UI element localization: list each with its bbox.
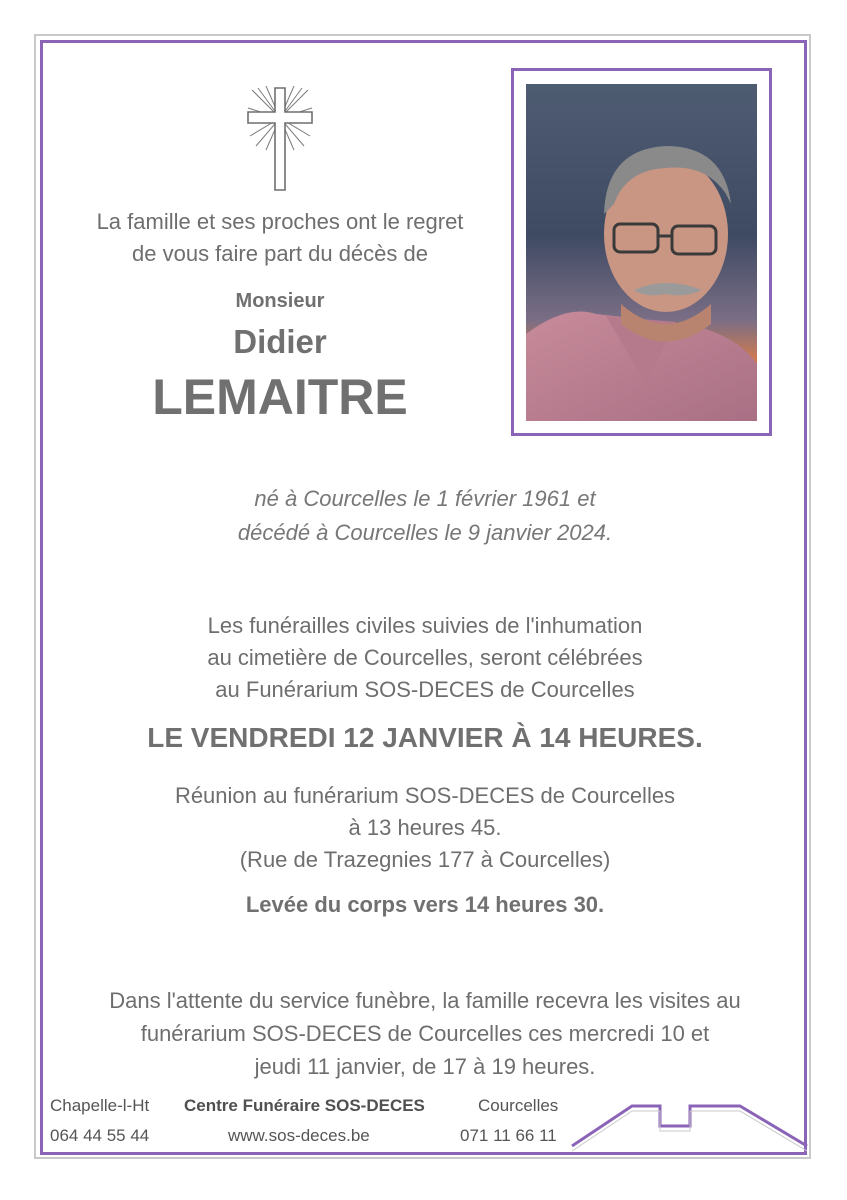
footer-right-phone: 071 11 66 11 xyxy=(460,1126,557,1145)
visits-info xyxy=(50,984,800,1083)
reunion-line-2: à 13 heures 45. xyxy=(348,815,502,840)
funeral-line-2: au cimetière de Courcelles, seront célébrées xyxy=(207,645,643,670)
last-name: LEMAITRE xyxy=(152,369,408,425)
footer-right-city: Courcelles xyxy=(478,1096,559,1115)
footer-company-name: Centre Funéraire SOS-DECES xyxy=(184,1096,425,1115)
portrait-frame xyxy=(511,68,772,436)
footer-left-phone: 064 44 55 44 xyxy=(50,1126,150,1145)
reunion-line-3: (Rue de Trazegnies 177 à Courcelles) xyxy=(239,847,611,872)
first-name: Didier xyxy=(233,323,327,360)
ceremony-date: LE VENDREDI 12 JANVIER À 14 HEURES. xyxy=(147,722,703,753)
funeral-line-1: Les funérailles civiles suivies de l'inhumation xyxy=(207,613,643,638)
visits-line-1: Dans l'attente du service funèbre, la famille recevra les visites au xyxy=(109,988,741,1013)
death-line: décédé à Courcelles le 9 janvier 2024. xyxy=(237,520,613,545)
footer-website[interactable]: www.sos-deces.be xyxy=(228,1126,370,1145)
intro-text xyxy=(60,206,500,270)
visits-line-2: funérarium SOS-DECES de Courcelles ces mercredi 10 et xyxy=(140,1021,710,1046)
intro-line-2: de vous faire part du décès de xyxy=(132,241,428,266)
birth-line: né à Courcelles le 1 février 1961 et xyxy=(254,486,596,511)
honorific: Monsieur xyxy=(235,290,325,312)
reunion-info xyxy=(60,780,790,876)
intro-line-1: La famille et ses proches ont le regret xyxy=(96,209,464,234)
funeral-line-3: au Funérarium SOS-DECES de Courcelles xyxy=(215,677,635,702)
funeral-info xyxy=(60,610,790,706)
footer-left-city: Chapelle-l-Ht xyxy=(50,1096,150,1115)
visits-line-3: jeudi 11 janvier, de 17 à 19 heures. xyxy=(254,1054,596,1079)
reunion-line-1: Réunion au funérarium SOS-DECES de Courcelles xyxy=(174,783,676,808)
portrait-photo xyxy=(526,84,757,421)
levee-du-corps: Levée du corps vers 14 heures 30. xyxy=(245,892,605,917)
life-dates xyxy=(60,482,790,550)
radiant-cross-icon xyxy=(246,86,314,192)
